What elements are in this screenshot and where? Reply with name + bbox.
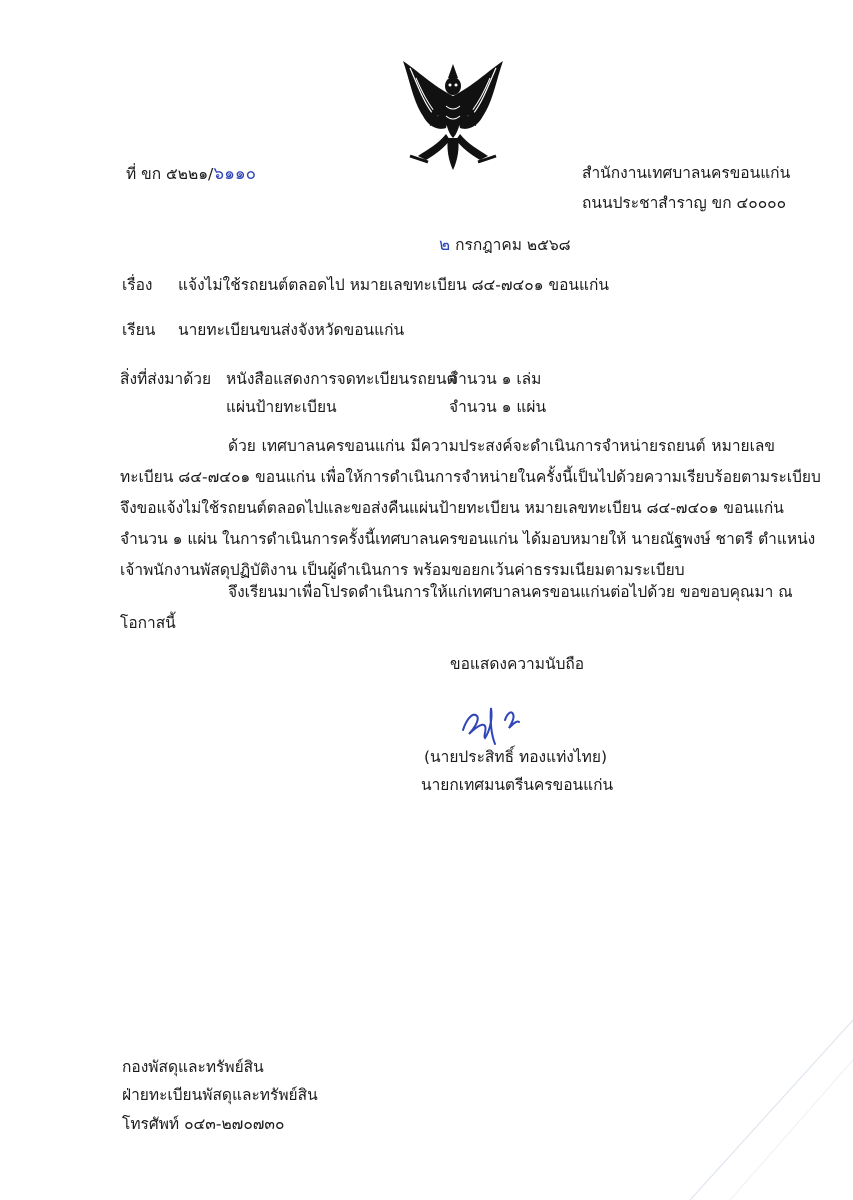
- enclosure-item-qty: จำนวน ๑ แผ่น: [449, 398, 547, 416]
- enclosure-item-name: หนังสือแสดงการจดทะเบียนรถยนต์: [226, 370, 457, 388]
- signer-name: (นายประสิทธิ์ ทองแท่งไทย): [424, 748, 607, 766]
- recipient-label: เรียน: [122, 321, 156, 339]
- body-line: โอกาสนี้: [120, 614, 176, 632]
- footer-section: ฝ่ายทะเบียนพัสดุและทรัพย์สิน: [122, 1086, 318, 1104]
- garuda-emblem: [388, 56, 518, 176]
- closing-salutation: ขอแสดงความนับถือ: [450, 655, 585, 673]
- body-paragraph-1: [120, 431, 821, 586]
- body-line: ทะเบียน ๘๔-๗๔๐๑ ขอนแก่น เพื่อให้การดำเนินการจำหน่ายในครั้งนี้เป็นไปด้วยความเรียบร้อยตามระเบียบ: [120, 468, 821, 486]
- body-line: เจ้าพนักงานพัสดุปฏิบัติงาน เป็นผู้ดำเนินการ พร้อมขอยกเว้นค่าธรรมเนียมตามระเบียบ: [120, 561, 685, 579]
- reference-handwritten-number: ๖๑๑๐: [213, 164, 257, 184]
- body-paragraph-2: [120, 577, 793, 639]
- recipient-text: นายทะเบียนขนส่งจังหวัดขอนแก่น: [178, 321, 405, 339]
- scan-artifact: [690, 1000, 853, 1200]
- handwritten-signature: [455, 700, 555, 750]
- reference-prefix: ที่ ขก ๕๒๒๑/: [126, 165, 214, 183]
- date-month-year: กรกฎาคม ๒๕๖๘: [455, 236, 571, 254]
- enclosure-item-qty: จำนวน ๑ เล่ม: [449, 370, 542, 388]
- enclosures-label: สิ่งที่ส่งมาด้วย: [120, 370, 212, 388]
- signer-title: นายกเทศมนตรีนครขอนแก่น: [421, 776, 614, 794]
- footer-phone: โทรศัพท์ ๐๔๓-๒๗๐๗๓๐: [122, 1115, 285, 1133]
- enclosure-item-name: แผ่นป้ายทะเบียน: [226, 398, 337, 416]
- letter-date: [439, 231, 571, 258]
- subject-label: เรื่อง: [122, 276, 153, 294]
- subject-text: แจ้งไม่ใช้รถยนต์ตลอดไป หมายเลขทะเบียน ๘๔-๗๔๐๑ ขอนแก่น: [178, 276, 609, 294]
- date-day-handwritten: ๒: [439, 235, 451, 255]
- office-address: ถนนประชาสำราญ ขก ๔๐๐๐๐: [582, 194, 787, 212]
- body-line: จำนวน ๑ แผ่น ในการดำเนินการครั้งนี้เทศบาลนครขอนแก่น ได้มอบหมายให้ นายณัฐพงษ์ ชาตรี ตำแหน่ง: [120, 530, 816, 548]
- body-line: จึงขอแจ้งไม่ใช้รถยนต์ตลอดไปและขอส่งคืนแผ่นป้ายทะเบียน หมายเลขทะเบียน ๘๔-๗๔๐๑ ขอนแก่น: [120, 499, 784, 517]
- body-line: จึงเรียนมาเพื่อโปรดดำเนินการให้แก่เทศบาลนครขอนแก่นต่อไปด้วย ขอขอบคุณมา ณ: [228, 583, 793, 601]
- body-line: ด้วย เทศบาลนครขอนแก่น มีความประสงค์จะดำเนินการจำหน่ายรถยนต์ หมายเลข: [228, 437, 775, 455]
- reference-number: [126, 160, 256, 187]
- footer-department: กองพัสดุและทรัพย์สิน: [122, 1058, 264, 1076]
- office-name: สำนักงานเทศบาลนครขอนแก่น: [582, 164, 791, 182]
